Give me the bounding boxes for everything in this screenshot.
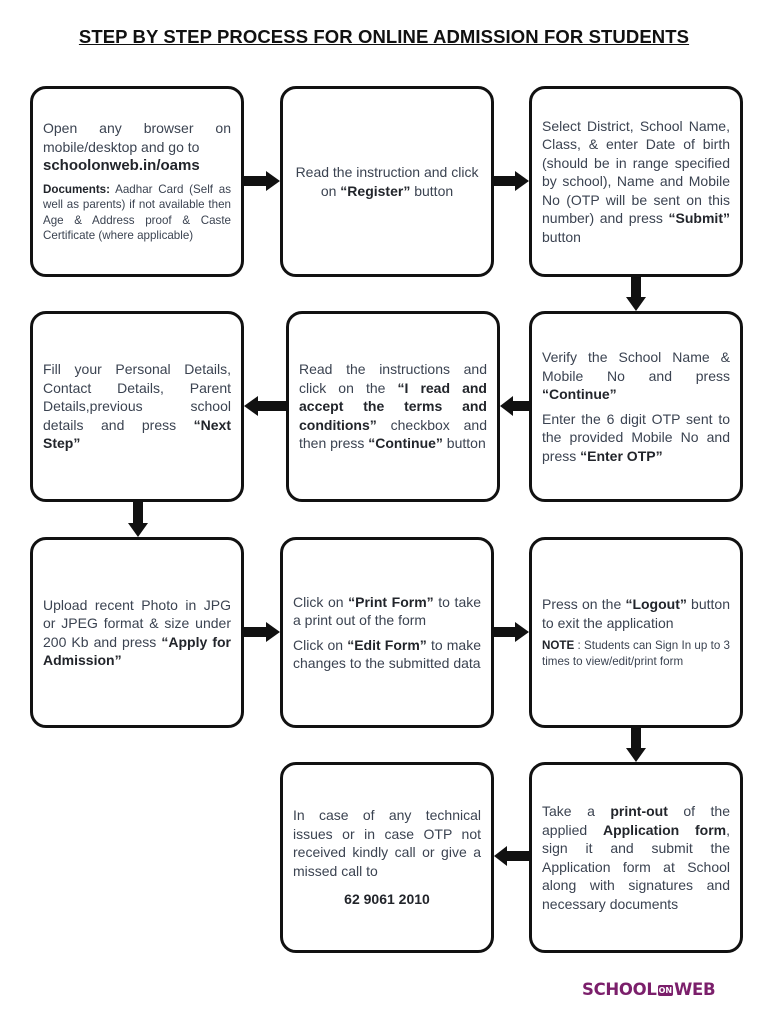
step-5-text: Read the instructions and click on the “I read and accept the terms and conditions” checkbox and then press “Continue” button bbox=[299, 361, 487, 452]
step-11-text: In case of any technical issues or in case OTP not received kindly call or give a missed call to bbox=[293, 807, 481, 879]
arrow-right-icon bbox=[244, 171, 280, 191]
step-3-box bbox=[529, 86, 743, 277]
step-7-box bbox=[30, 537, 244, 728]
step-6-box bbox=[30, 311, 244, 502]
arrow-right-icon bbox=[244, 622, 280, 642]
step-5-box bbox=[286, 311, 500, 502]
arrow-left-icon bbox=[244, 396, 286, 416]
arrow-down-icon bbox=[128, 502, 148, 537]
arrow-down-icon bbox=[626, 728, 646, 762]
url-link[interactable]: schoolonweb.in/oams bbox=[43, 157, 200, 175]
step-4-text-2: Enter the 6 digit OTP sent to the provided Mobile No and press “Enter OTP” bbox=[542, 410, 730, 464]
step-4-text-1: Verify the School Name & Mobile No and press “Continue” bbox=[542, 349, 730, 402]
arrow-down-icon bbox=[626, 277, 646, 311]
schoolonweb-logo: SCHOOL ON WEB bbox=[582, 980, 716, 999]
step-11-box bbox=[280, 762, 494, 953]
step-1-documents: Documents: Aadhar Card (Self as well as parents) if not available then Age & Address proof & Caste Certificate (where applicable) bbox=[43, 182, 231, 243]
page-title: STEP BY STEP PROCESS FOR ONLINE ADMISSION FOR STUDENTS bbox=[78, 26, 690, 47]
step-9-text: Press on the “Logout” button to exit the application bbox=[542, 596, 730, 631]
step-3-text: Select District, School Name, Class, & enter Date of birth (should be in range specified by school), Name and Mobile No (OTP will be sent on this number) and press “Submit” button bbox=[542, 117, 730, 245]
arrow-left-icon bbox=[494, 846, 529, 866]
arrow-left-icon bbox=[500, 396, 529, 416]
arrow-right-icon bbox=[494, 622, 529, 642]
step-7-text: Upload recent Photo in JPG or JPEG format & size under 200 Kb and press “Apply for Admission” bbox=[43, 596, 231, 668]
step-10-box bbox=[529, 762, 743, 953]
step-2-box bbox=[280, 86, 494, 277]
step-8-text-2: Click on “Edit Form” to make changes to the submitted data bbox=[293, 636, 481, 671]
step-10-text: Take a print-out of the applied Application form, sign it and submit the Application form at School along with signatures and necessary documents bbox=[542, 803, 730, 912]
step-9-box bbox=[529, 537, 743, 728]
step-6-text: Fill your Personal Details, Contact Details, Parent Details,previous school details and press “Next Step” bbox=[43, 361, 231, 452]
step-1-intro: Open any browser on mobile/desktop and go to schoolonweb.in/oams bbox=[43, 120, 231, 175]
phone-number: 62 9061 2010 bbox=[344, 891, 430, 908]
step-4-box bbox=[529, 311, 743, 502]
step-1-box bbox=[30, 86, 244, 277]
step-2-text: Read the instruction and click on “Register” button bbox=[295, 164, 479, 199]
step-9-note: NOTE : Students can Sign In up to 3 times to view/edit/print form bbox=[542, 639, 730, 668]
arrow-right-icon bbox=[494, 171, 529, 191]
step-8-text-1: Click on “Print Form” to take a print out of the form bbox=[293, 593, 482, 628]
step-8-box bbox=[280, 537, 494, 728]
